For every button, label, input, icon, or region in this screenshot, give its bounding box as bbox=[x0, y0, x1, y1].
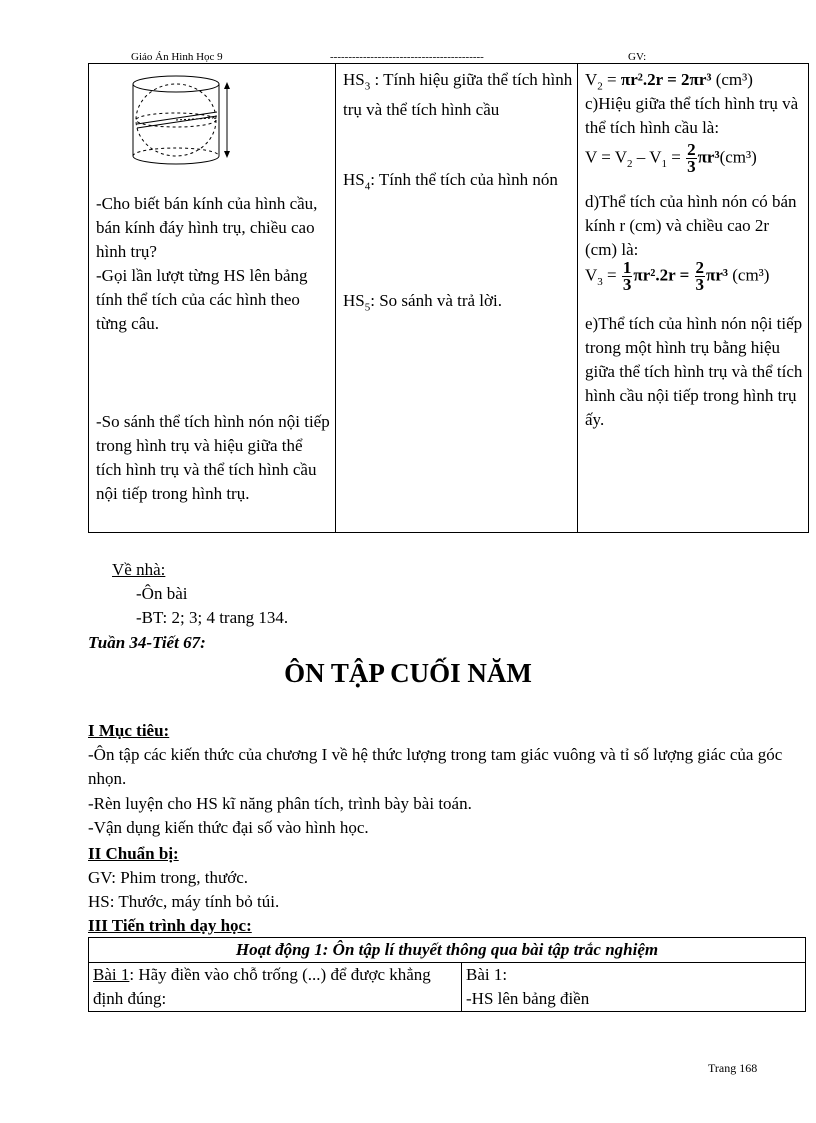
homework-title: Về nhà: bbox=[112, 560, 166, 579]
v3-mid: πr².2r = bbox=[633, 265, 694, 285]
exercise-label: Bài 1 bbox=[93, 965, 130, 984]
v3-tail: πr³ bbox=[706, 265, 728, 285]
exercise-answer-label: Bài 1: bbox=[466, 965, 508, 984]
hs4-sub: 4 bbox=[364, 180, 371, 193]
preparation-teacher: GV: Phim trong, thước. bbox=[88, 868, 249, 887]
v-eq-unit: (cm³) bbox=[719, 147, 757, 167]
frac2-den: 3 bbox=[695, 275, 705, 294]
section-preparation-heading: II Chuẩn bị: bbox=[88, 844, 179, 863]
frac-num: 2 bbox=[687, 140, 696, 159]
frac-den: 3 bbox=[687, 157, 696, 176]
top-table-col-teacher bbox=[89, 64, 336, 533]
v2-sub: 2 bbox=[597, 80, 603, 93]
objective-line-2: -Rèn luyện cho HS kĩ năng phân tích, trình bày bài toán. bbox=[88, 794, 472, 813]
v-eq-eq: = bbox=[667, 147, 686, 167]
teacher-instruction-compute: -Gọi lần lượt từng HS lên bảng tính thể tích của các hình theo từng câu. bbox=[96, 266, 308, 333]
v-eq-sub1: 2 bbox=[627, 157, 633, 170]
v3-unit: (cm³) bbox=[727, 265, 770, 285]
objective-line-1: -Ôn tập các kiến thức của chương I về hệ thức lượng trong tam giác vuông và tỉ số lượng giác của góc nhọn. bbox=[88, 745, 783, 788]
v3-sub: 3 bbox=[597, 275, 603, 288]
cylinder-sphere-figure bbox=[127, 72, 242, 172]
student-task-hs3 bbox=[343, 68, 573, 122]
v-eq-sub2: 1 bbox=[661, 157, 668, 170]
page-number: Trang 168 bbox=[708, 1061, 758, 1075]
section-objectives-heading: I Mục tiêu: bbox=[88, 721, 170, 740]
frac1-num: 1 bbox=[622, 258, 632, 277]
hs3-sub: 3 bbox=[364, 80, 371, 93]
v-eq-tail: πr³ bbox=[697, 147, 720, 167]
exercise-right-cell bbox=[462, 963, 806, 1012]
content-e-text: e)Thể tích của hình nón nội tiếp trong một hình trụ bằng hiệu giữa thể tích hình trụ và thể tích hình cầu nội tiếp trong hình trụ ấy. bbox=[585, 314, 803, 429]
v3-eq: = bbox=[602, 265, 621, 285]
homework-item-review: -Ôn bài bbox=[136, 584, 188, 603]
preparation-student: HS: Thước, máy tính bỏ túi. bbox=[88, 892, 280, 911]
formula-v-difference bbox=[585, 142, 804, 176]
teacher-question-compare: -So sánh thể tích hình nón nội tiếp trong hình trụ và hiệu giữa thể tích hình trụ và thể tích hình cầu nội tiếp trong hình trụ. bbox=[96, 412, 330, 503]
v2-unit: (cm³) bbox=[711, 70, 753, 89]
week-label: Tuần 34-Tiết 67: bbox=[88, 633, 206, 652]
exercise-answer-text: -HS lên bảng điền bbox=[466, 989, 590, 1008]
student-task-hs5 bbox=[343, 289, 573, 319]
header-separator: ------------------------------------------ bbox=[330, 51, 484, 63]
exercise-left-cell bbox=[89, 963, 462, 1012]
header-teacher: GV: bbox=[628, 51, 647, 63]
teacher-question-radius: -Cho biết bán kính của hình cầu, bán kính đáy hình trụ, chiều cao hình trụ? bbox=[96, 194, 318, 261]
exercise-instruction: : Hãy điền vào chỗ trống (...) để được khẳng định đúng: bbox=[93, 965, 431, 1008]
v2-lhs: V bbox=[585, 70, 598, 89]
top-table-col-content bbox=[578, 64, 809, 533]
v3-lhs: V bbox=[585, 265, 598, 285]
v-eq-pre: V = V bbox=[585, 147, 628, 167]
hs5-text: : So sánh và trả lời. bbox=[370, 291, 502, 310]
activity-header bbox=[89, 938, 806, 963]
frac2-num: 2 bbox=[695, 258, 705, 277]
top-table-col-student bbox=[336, 64, 578, 533]
activity-header-text: Hoạt động 1: Ôn tập lí thuyết thông qua bài tập trắc nghiệm bbox=[235, 940, 659, 959]
hs3-text: : Tính hiệu giữa thể tích hình trụ và thể tích hình cầu bbox=[343, 70, 573, 120]
v2-expr: πr².2r = 2πr³ bbox=[620, 70, 712, 89]
hs3-label: HS bbox=[343, 70, 365, 89]
content-c-text: c)Hiệu giữa thể tích hình trụ và thể tích hình cầu là: bbox=[585, 94, 799, 137]
fraction-2-3 bbox=[686, 142, 697, 175]
top-lesson-table bbox=[88, 63, 809, 533]
v-eq-mid: – V bbox=[632, 147, 662, 167]
homework-item-exercises: -BT: 2; 3; 4 trang 134. bbox=[136, 608, 289, 627]
fraction-2-3b bbox=[695, 260, 706, 293]
hs5-label: HS bbox=[343, 291, 365, 310]
frac1-den: 3 bbox=[622, 275, 632, 294]
hs5-sub: 5 bbox=[364, 301, 371, 314]
header-title: Giáo Án Hình Học 9 bbox=[131, 51, 223, 63]
objective-line-3: -Vận dụng kiến thức đại số vào hình học. bbox=[88, 818, 369, 837]
hs4-text: : Tính thể tích của hình nón bbox=[370, 170, 558, 189]
formula-v3 bbox=[585, 260, 804, 294]
content-d-text: d)Thể tích của hình nón có bán kính r (cm) và chiều cao 2r (cm) là: bbox=[585, 192, 797, 259]
fraction-1-3 bbox=[622, 260, 633, 293]
v2-eq: = bbox=[602, 70, 621, 89]
hs4-label: HS bbox=[343, 170, 365, 189]
activity-table bbox=[88, 937, 806, 1012]
lesson-title: ÔN TẬP CUỐI NĂM bbox=[284, 658, 532, 688]
student-task-hs4 bbox=[343, 168, 573, 198]
section-procedure-heading: III Tiến trình dạy học: bbox=[88, 916, 252, 935]
